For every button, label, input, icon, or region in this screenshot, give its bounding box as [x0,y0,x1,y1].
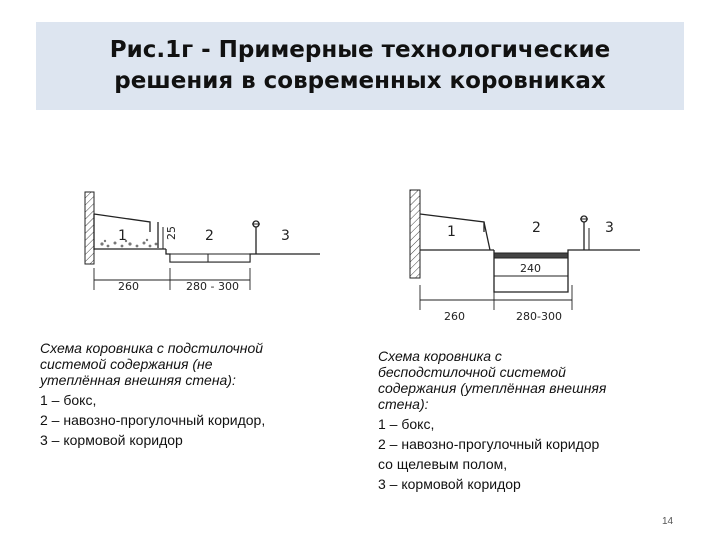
right-caption-line-2: бесподстилочной системой [378,364,566,380]
right-label-1: 1 [447,224,456,240]
right-dim-280-300: 280-300 [516,310,562,323]
page-number: 14 [662,516,674,527]
left-wall [85,192,94,264]
left-caption [40,340,350,448]
left-label-3: 3 [281,228,290,244]
right-label-3: 3 [605,220,614,236]
right-caption-item-2b: со щелевым полом, [378,456,508,472]
right-label-2: 2 [532,220,541,236]
left-caption-line-3: утеплённая внешняя стена): [40,372,236,388]
right-caption-item-1: 1 – бокс, [378,416,435,432]
right-dim-240: 240 [520,262,541,275]
right-wall [410,190,420,278]
left-label-2: 2 [205,228,214,244]
left-label-1: 1 [118,228,127,244]
right-caption-item-2: 2 – навозно-прогулочный коридор [378,436,600,452]
right-caption [378,348,688,492]
right-dim-260: 260 [444,310,465,323]
title-line-2: решения в современных коровниках [114,68,606,94]
right-caption-item-3: 3 – кормовой коридор [378,476,521,492]
right-caption-line-3: содержания (утеплённая внешняя [378,380,607,396]
right-caption-line-4: стена): [378,396,429,412]
right-slatted-floor [494,253,568,258]
left-caption-line-1: Схема коровника с подстилочной [40,340,264,356]
left-caption-item-3: 3 – кормовой коридор [40,432,183,448]
left-caption-line-2: системой содержания (не [40,356,213,372]
left-caption-item-1: 1 – бокс, [40,392,97,408]
left-dim-25: 25 [165,226,178,240]
right-diagram [410,190,640,310]
left-dim-260: 260 [118,280,139,293]
left-dim-280-300: 280 - 300 [186,280,239,293]
title-line-1: Рис.1г - Примерные технологические [109,37,611,63]
left-bedding [100,239,157,248]
left-caption-item-2: 2 – навозно-прогулочный коридор, [40,412,266,428]
right-caption-line-1: Схема коровника с [378,348,502,364]
